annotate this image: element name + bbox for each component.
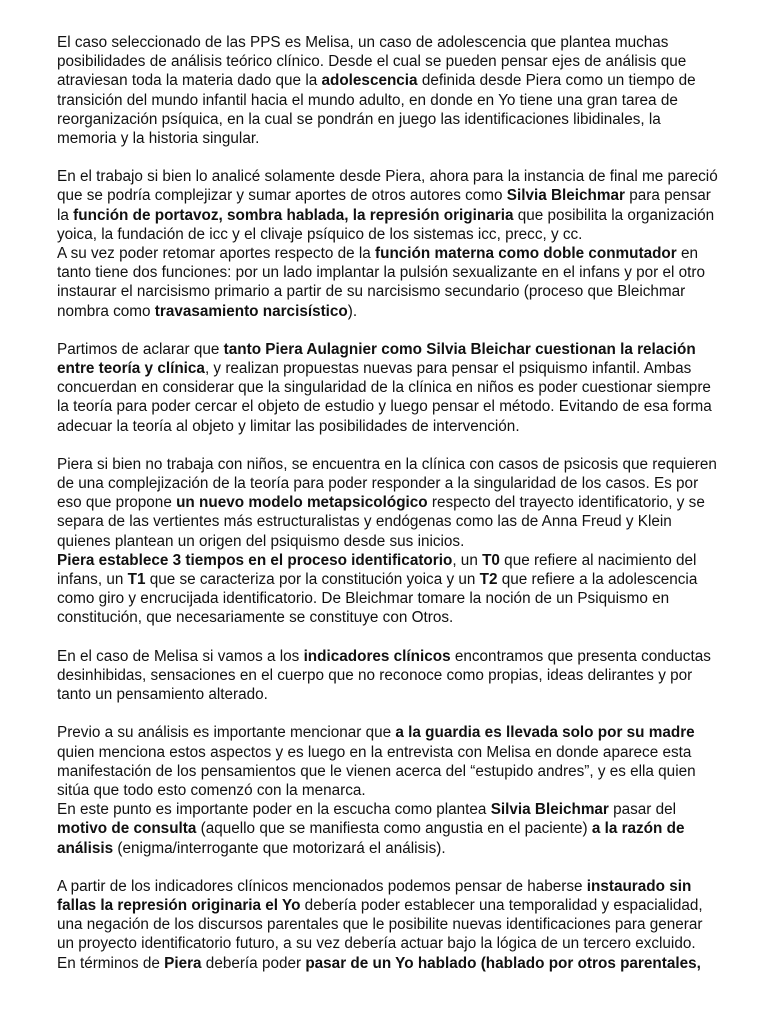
text-span: definida desde Piera como un tiempo de transición del mundo infantil hacia el mundo adulto, en donde en Yo tiene una gran tarea de reorganización psíquica, en la cual se pondrán en juego las identificaciones libidinales, la memoria y la historia singular. <box>57 72 696 148</box>
text-span: que posibilita la organización yoica, la fundación de icc y el clivaje psíquico de los sistemas icc, precc, y cc. <box>57 206 715 243</box>
bold-term: a la razón de análisis <box>57 820 685 857</box>
text-span: A su vez poder retomar aportes respecto de la <box>57 245 376 263</box>
paragraph-modelo-metapsicologico <box>57 455 718 551</box>
paragraph-bleichmar <box>57 167 718 244</box>
text-span: Previo a su análisis es importante mencionar que <box>57 724 396 742</box>
bold-term: tanto Piera Aulagnier como Silvia Bleichar cuestionan la relación entre teoría y clínica <box>57 340 696 378</box>
paragraph-funcion-materna <box>57 244 718 321</box>
text-span: que refiere al nacimiento del infans, un <box>57 551 697 589</box>
text-span: , y realizan propuestas nuevas para pensar el psiquismo infantil. Ambas concuerdan en considerar que la singularidad de la clínica en niños es poder cuestionar siempre la teoría para poder cercar el objeto de estudio y luego pensar el método. Evitando de esa forma adecuar la teoría al objeto y limitar las posibilidades de intervención. <box>57 360 712 435</box>
paragraph-indicadores <box>57 647 718 705</box>
text-span: Piera si bien no trabaja con niños, se encuentra en la clínica con casos de psicosis que requieren de una complejización de la teoría para poder responder a la singularidad de los casos. Es por eso que propone <box>57 455 717 512</box>
bold-term: función materna como doble conmutador <box>375 245 677 263</box>
text-span: quien menciona estos aspectos y es luego en la entrevista con Melisa en donde aparece esta manifestación de los pensamientos que le vienen acerca del “estupido andres”, y es ella quien sitúa que todo esto comenzó con la menarca. <box>57 743 696 799</box>
text-span: ). <box>347 302 358 320</box>
bold-term: T1 <box>127 571 146 589</box>
paragraph-intro <box>57 33 718 148</box>
bold-term: Piera <box>164 954 202 972</box>
text-span: respecto del trayecto identificatorio, y se separa de las vertientes más estructuralistas y endógenas como las de Anna Freud y Klein quienes plantean un origen del psiquismo desde sus inicios. <box>57 494 705 550</box>
bold-term: a la guardia es llevada solo por su madre <box>395 724 695 742</box>
bold-term: Silvia Bleichmar <box>506 187 625 205</box>
text-span: En el trabajo si bien lo analicé solamente desde Piera, ahora para la instancia de final me pareció que se podría complejizar y sumar aportes de otros autores como <box>57 168 718 205</box>
text-span: en tanto tiene dos funciones: por un lado implantar la pulsión sexualizante en el infans y por el otro instaurar el narcisismo primario a partir de su narcisismo secundario (proceso que Bleichmar nombra como <box>57 245 705 320</box>
text-span: que refiere a la adolescencia como giro y encrucijada identificatorio. De Bleichmar tomare la noción de un Psiquismo en constitución, que necesariamente se constituye con Otros. <box>57 571 698 627</box>
text-span: A partir de los indicadores clínicos mencionados podemos pensar de haberse <box>57 877 587 895</box>
bold-term: T0 <box>482 551 500 569</box>
text-span: (aquello que se manifiesta como angustia en el paciente) <box>196 820 592 838</box>
text-span: que se caracteriza por la constitución yoica y un <box>145 571 480 589</box>
text-span: En este punto es importante poder en la escucha como plantea <box>57 801 491 819</box>
bold-term: Silvia Bleichmar <box>490 801 609 819</box>
text-span: El caso seleccionado de las PPS es Melisa, un caso de adolescencia que plantea muchas posibilidades de análisis teórico clínico. Desde el cual se pueden pensar ejes de análisis que atraviesan toda la materia dado que la <box>57 34 687 90</box>
paragraph-guardia <box>57 723 718 800</box>
paragraph-tiempos <box>57 551 718 628</box>
bold-term: T2 <box>479 571 498 589</box>
text-span: para pensar la <box>57 187 711 224</box>
text-span: , un <box>452 551 483 569</box>
text-span: En el caso de Melisa si vamos a los <box>57 647 304 665</box>
bold-term: instaurado sin fallas la represión originaria el Yo <box>57 877 692 914</box>
paragraph-teoria-clinica <box>57 340 718 436</box>
bold-term: travasamiento narcisístico <box>154 302 348 320</box>
bold-term: función de portavoz, sombra hablada, la represión originaria <box>73 206 514 224</box>
text-span: pasar del <box>608 801 677 819</box>
text-span: Partimos de aclarar que <box>57 340 224 358</box>
bold-term: Piera establece 3 tiempos en el proceso identificatorio <box>57 551 453 569</box>
text-span: debería poder <box>201 954 306 972</box>
text-span: encontramos que presenta conductas desinhibidas, sensaciones en el cuerpo que no reconoce como propias, ideas delirantes y por tanto un pensamiento alterado. <box>57 647 711 704</box>
bold-term: motivo de consulta <box>57 820 197 838</box>
text-span: (enigma/interrogante que motorizará el análisis). <box>113 839 446 857</box>
text-span: debería poder establecer una temporalidad y espacialidad, una negación de los discursos parentales que le posibilite nuevas identificaciones para generar un proyecto identificatorio futuro, a su vez debería actuar bajo la lógica de un tercero excluido. En términos de <box>57 896 703 972</box>
bold-term: indicadores clínicos <box>303 647 451 665</box>
paragraph-represion <box>57 877 718 973</box>
bold-term: adolescencia <box>321 72 418 90</box>
paragraph-escucha <box>57 800 718 858</box>
bold-term: un nuevo modelo metapsicológico <box>176 494 428 512</box>
bold-term: pasar de un Yo hablado (hablado por otros parentales, <box>305 954 701 972</box>
